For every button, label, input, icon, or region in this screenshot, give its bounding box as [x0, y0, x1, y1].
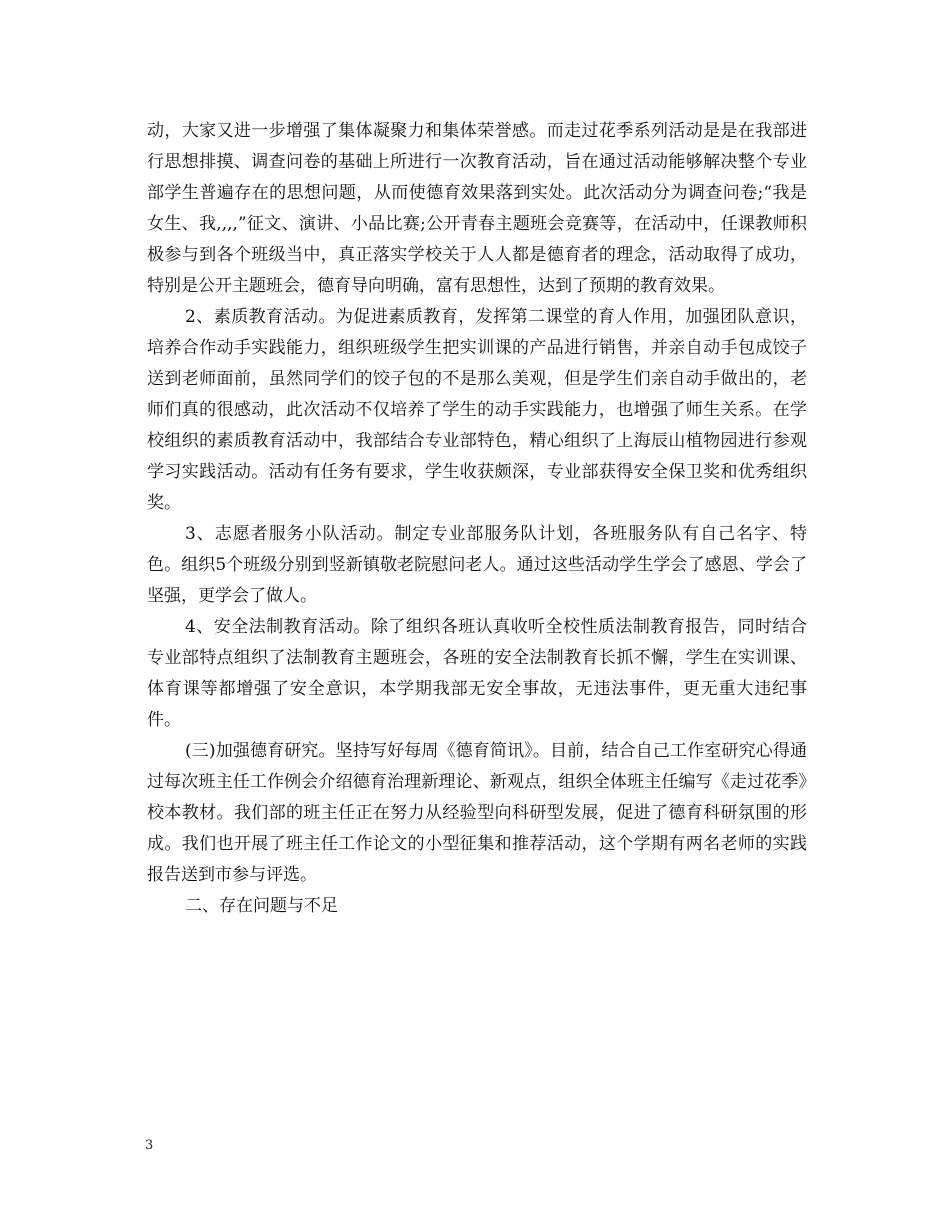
document-body	[147, 116, 807, 922]
page-number: 3	[145, 1138, 154, 1153]
paragraph-volunteer-service: 3、志愿者服务小队活动。制定专业部服务队计划，各班服务队有自己名字、特色。组织5个班级分别到竖新镇敬老院慰问老人。通过这些活动学生学会了感恩、学会了坚强，更学会了做人。	[147, 524, 807, 606]
paragraph-moral-education-research: (三)加强德育研究。坚持写好每周《德育简讯》。目前，结合自己工作室研究心得通过每次班主任工作例会介绍德育治理新理论、新观点，组织全体班主任编写《走过花季》校本教材。我们部的班主任正在努力从经验型向科研型发展，促进了德育科研氛围的形成。我们也开展了班主任工作论文的小型征集和推荐活动，这个学期有两名老师的实践报告送到市参与评选。	[147, 741, 807, 885]
paragraph-quality-education: 2、素质教育活动。为促进素质教育，发挥第二课堂的育人作用，加强团队意识，培养合作动手实践能力，组织班级学生把实训课的产品进行销售，并亲自动手包成饺子送到老师面前，虽然同学们的饺子包的不是那么美观，但是学生们亲自动手做出的，老师们真的很感动，此次活动不仅培养了学生的动手实践能力，也增强了师生关系。在学校组织的素质教育活动中，我部结合专业部特色，精心组织了上海辰山植物园进行参观学习实践活动。活动有任务有要求，学生收获颇深，专业部获得安全保卫奖和优秀组织奖。	[147, 307, 807, 513]
section-heading-problems: 二、存在问题与不足	[185, 896, 338, 916]
paragraph-safety-legal-education: 4、安全法制教育活动。除了组织各班认真收听全校性质法制教育报告，同时结合专业部特点组织了法制教育主题班会，各班的安全法制教育长抓不懈，学生在实训课、体育课等都增强了安全意识，本学期我部无安全事故，无违法事件，更无重大违纪事件。	[147, 617, 807, 730]
paragraph-activity-continuation: 动，大家又进一步增强了集体凝聚力和集体荣誉感。而走过花季系列活动是是在我部进行思想排摸、调查问卷的基础上所进行一次教育活动，旨在通过活动能够解决整个专业部学生普遍存在的思想问题，从而使德育效果落到实处。此次活动分为调查问卷;“我是女生、我,,,,”征文、演讲、小品比赛;公开青春主题班会竞赛等，在活动中，任课教师积极参与到各个班级当中，真正落实学校关于人人都是德育者的理念，活动取得了成功，特别是公开主题班会，德育导向明确，富有思想性，达到了预期的教育效果。	[147, 121, 807, 296]
